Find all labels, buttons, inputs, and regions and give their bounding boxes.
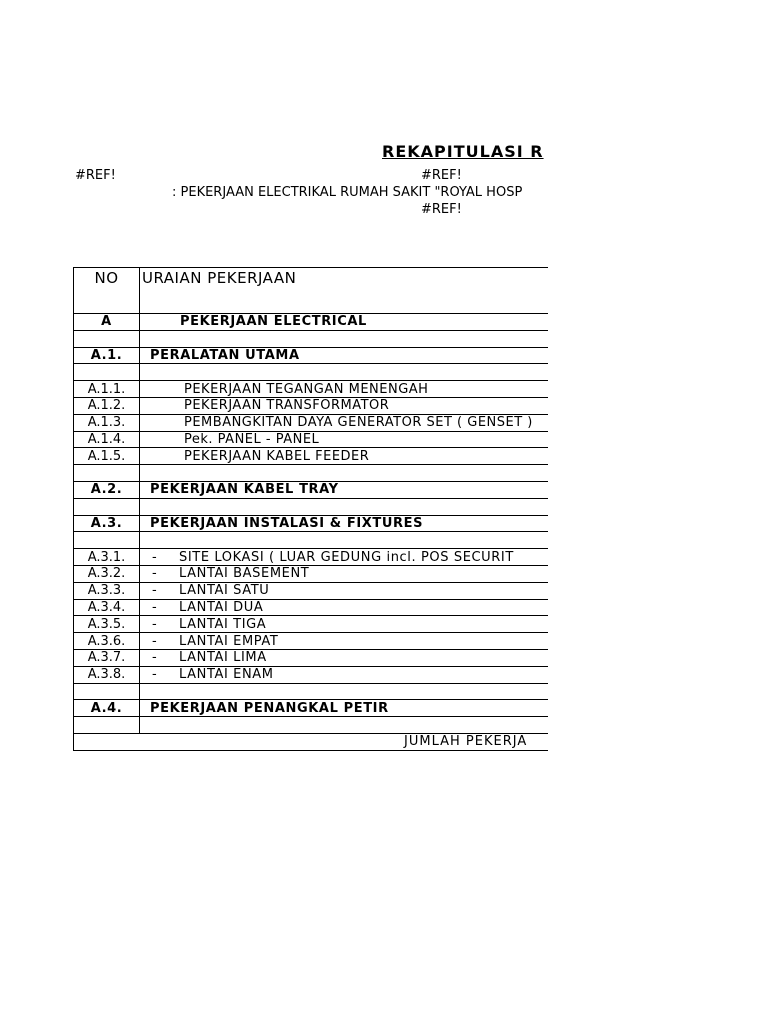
table-row xyxy=(74,465,549,482)
row-dash: - xyxy=(152,650,158,666)
row-description-text: LANTAI BASEMENT xyxy=(179,566,310,582)
row-number: A.3. xyxy=(74,515,140,532)
row-dash: - xyxy=(152,633,158,649)
row-number xyxy=(74,330,140,347)
header-description: URAIAN PEKERJAAN xyxy=(140,268,549,314)
ref-mid-text-2: #REF! xyxy=(421,202,462,217)
row-dash: - xyxy=(152,667,158,683)
table-row xyxy=(74,481,549,498)
row-description xyxy=(140,565,549,582)
table-row xyxy=(74,414,549,431)
row-description xyxy=(140,616,549,633)
row-description xyxy=(140,649,549,666)
project-line: : PEKERJAAN ELECTRIKAL RUMAH SAKIT "ROYAL HOSP xyxy=(172,185,523,200)
table-row xyxy=(74,381,549,398)
table-row xyxy=(74,649,549,666)
row-dash: - xyxy=(152,616,158,632)
row-description xyxy=(140,683,549,700)
table-row xyxy=(74,700,549,717)
row-description-text: LANTAI EMPAT xyxy=(179,633,279,649)
table-row xyxy=(74,616,549,633)
document-title: REKAPITULASI R xyxy=(382,142,544,161)
row-description-text: LANTAI DUA xyxy=(179,599,264,615)
header-no: NO xyxy=(74,268,140,314)
row-description: PEKERJAAN ELECTRICAL xyxy=(140,314,549,331)
row-description-text: LANTAI SATU xyxy=(179,583,270,599)
row-number: A.3.6. xyxy=(74,633,140,650)
table-row xyxy=(74,633,549,650)
row-description-text: LANTAI LIMA xyxy=(179,650,267,666)
row-description xyxy=(140,465,549,482)
row-description xyxy=(140,599,549,616)
ref-left-text: #REF! xyxy=(75,168,116,183)
row-number: A xyxy=(74,314,140,331)
row-description xyxy=(140,532,549,549)
table-row xyxy=(74,532,549,549)
table-row xyxy=(74,397,549,414)
table-row xyxy=(74,515,549,532)
row-number xyxy=(74,532,140,549)
row-number: A.3.1. xyxy=(74,549,140,566)
row-description: PEKERJAAN KABEL FEEDER xyxy=(140,448,549,465)
row-description: PEKERJAAN PENANGKAL PETIR xyxy=(140,700,549,717)
row-description xyxy=(140,549,549,566)
row-description xyxy=(140,666,549,683)
total-label: JUMLAH PEKERJA xyxy=(74,733,549,750)
table-row xyxy=(74,666,549,683)
table-row xyxy=(74,330,549,347)
row-dash: - xyxy=(152,583,158,599)
row-description xyxy=(140,717,549,734)
ref-mid-text-1: #REF! xyxy=(421,168,462,183)
row-number: A.4. xyxy=(74,700,140,717)
table-row xyxy=(74,347,549,364)
row-number xyxy=(74,498,140,515)
row-number xyxy=(74,717,140,734)
row-description xyxy=(140,498,549,515)
table-row xyxy=(74,599,549,616)
row-description: PEMBANGKITAN DAYA GENERATOR SET ( GENSET ) xyxy=(140,414,549,431)
row-number: A.1.2. xyxy=(74,397,140,414)
table-row xyxy=(74,364,549,381)
table-row xyxy=(74,498,549,515)
table-row xyxy=(74,565,549,582)
row-dash: - xyxy=(152,566,158,582)
row-number: A.1.5. xyxy=(74,448,140,465)
row-description xyxy=(140,582,549,599)
total-row xyxy=(74,733,549,750)
row-description: PEKERJAAN TEGANGAN MENENGAH xyxy=(140,381,549,398)
table-row xyxy=(74,448,549,465)
row-number: A.3.3. xyxy=(74,582,140,599)
row-number: A.2. xyxy=(74,481,140,498)
table-header-row xyxy=(74,268,549,314)
row-description: Pek. PANEL - PANEL xyxy=(140,431,549,448)
table-row xyxy=(74,683,549,700)
row-description: PERALATAN UTAMA xyxy=(140,347,549,364)
row-description-text: LANTAI ENAM xyxy=(179,667,274,683)
table-row xyxy=(74,549,549,566)
row-description: PEKERJAAN TRANSFORMATOR xyxy=(140,397,549,414)
row-number xyxy=(74,683,140,700)
row-number: A.1.3. xyxy=(74,414,140,431)
table-row xyxy=(74,582,549,599)
row-description: PEKERJAAN KABEL TRAY xyxy=(140,481,549,498)
row-description xyxy=(140,330,549,347)
row-description xyxy=(140,364,549,381)
row-number: A.1. xyxy=(74,347,140,364)
row-number xyxy=(74,465,140,482)
row-dash: - xyxy=(152,599,158,615)
table-row xyxy=(74,431,549,448)
row-number: A.3.8. xyxy=(74,666,140,683)
row-description-text: LANTAI TIGA xyxy=(179,616,267,632)
row-number: A.3.7. xyxy=(74,649,140,666)
row-number: A.3.4. xyxy=(74,599,140,616)
row-number: A.1.1. xyxy=(74,381,140,398)
table-row xyxy=(74,314,549,331)
row-description xyxy=(140,633,549,650)
row-number xyxy=(74,364,140,381)
row-description-text: SITE LOKASI ( LUAR GEDUNG incl. POS SECURIT xyxy=(179,549,514,565)
row-dash: - xyxy=(152,549,158,565)
row-number: A.3.5. xyxy=(74,616,140,633)
row-number: A.3.2. xyxy=(74,565,140,582)
row-description: PEKERJAAN INSTALASI & FIXTURES xyxy=(140,515,549,532)
recap-table xyxy=(73,267,548,751)
table-row xyxy=(74,717,549,734)
row-number: A.1.4. xyxy=(74,431,140,448)
